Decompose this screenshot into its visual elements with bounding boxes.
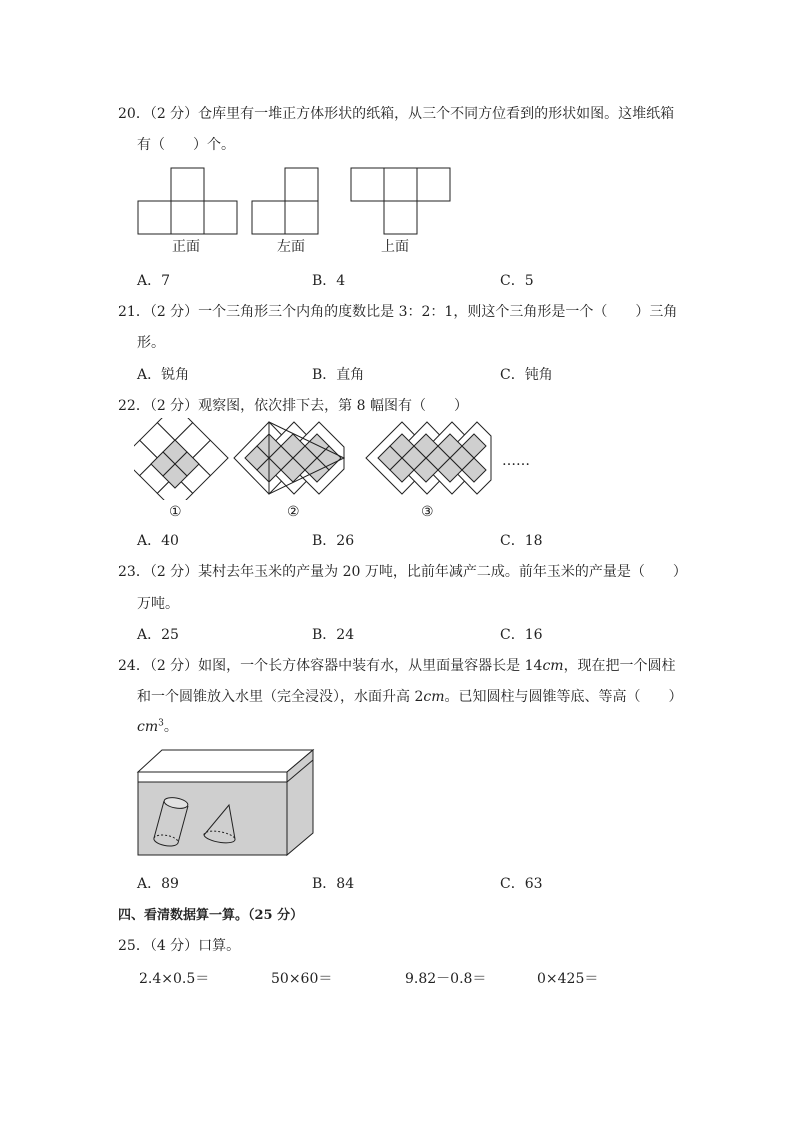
q24-text-1a: 24．（2 分）如图，一个长方体容器中装有水，从里面量容器长是 14 — [118, 658, 543, 674]
q24-text-1b: ，现在把一个圆柱 — [563, 658, 676, 674]
q20-option-c[interactable]: C．5 — [500, 273, 534, 289]
q22-stem-line1: 22．（2 分）观察图，依次排下去，第 8 幅图有（ ） — [118, 398, 468, 414]
q22-option-a[interactable]: A．40 — [137, 533, 179, 549]
q23-option-b[interactable]: B．24 — [312, 627, 355, 643]
q22-pattern-figures — [134, 418, 504, 500]
q24-stem-line2 — [137, 686, 682, 706]
q21-stem-line2: 形。 — [137, 335, 165, 351]
q21-stem-line1: 21．（2 分）一个三角形三个内角的度数比是 3：2：1，则这个三角形是一个（ ）三角 — [118, 304, 678, 320]
q20-caption-left: 左面 — [277, 239, 305, 255]
q23-stem-line1: 23．（2 分）某村去年玉米的产量为 20 万吨，比前年减产二成。前年玉米的产量是（ ） — [118, 564, 687, 580]
q20-left-view — [251, 167, 320, 235]
q22-option-c[interactable]: C．18 — [500, 533, 543, 549]
q24-text-2b: 。已知圆柱与圆锥等底、等高（ ） — [444, 689, 683, 705]
q21-option-a[interactable]: A．锐角 — [137, 367, 190, 383]
q21-option-c[interactable]: C．钝角 — [500, 367, 553, 383]
q25-stem-line1: 25．（4 分）口算。 — [118, 938, 241, 954]
q24-unit-2: cm — [423, 689, 445, 705]
q24-option-a[interactable]: A．89 — [137, 876, 179, 892]
q24-stem-line1 — [118, 655, 676, 675]
q23-stem-line2: 万吨。 — [137, 596, 179, 612]
q20-stem-line1: 20．（2 分）仓库里有一堆正方体形状的纸箱，从三个不同方位看到的形状如图。这堆纸箱 — [118, 106, 675, 122]
q25-item-1: 2.4×0.5＝ — [139, 971, 210, 987]
q20-option-a[interactable]: A．7 — [137, 273, 171, 289]
q20-top-view — [350, 167, 452, 235]
q22-label-1: ① — [169, 504, 182, 520]
section-four-title: 四、看清数据算一算。（25 分） — [118, 908, 304, 923]
q25-item-4: 0×425＝ — [537, 971, 599, 987]
q24-text-3-tail: 。 — [163, 719, 178, 735]
q20-stem-line2: 有（ ）个。 — [137, 137, 235, 153]
q22-option-b[interactable]: B．26 — [312, 533, 355, 549]
q20-front-view — [137, 167, 239, 235]
q21-option-b[interactable]: B．直角 — [312, 367, 365, 383]
q20-caption-top: 上面 — [381, 239, 409, 255]
q20-option-b[interactable]: B．4 — [312, 273, 346, 289]
q24-unit-1: cm — [542, 658, 564, 674]
q24-container-figure — [136, 748, 316, 858]
q25-item-2: 50×60＝ — [271, 971, 333, 987]
q24-unit-3: cm — [137, 719, 159, 735]
q25-item-3: 9.82－0.8＝ — [405, 971, 487, 987]
q22-label-3: ③ — [421, 504, 434, 520]
q22-ellipsis: …… — [502, 453, 530, 469]
q22-label-2: ② — [287, 504, 300, 520]
q24-text-2a: 和一个圆锥放入水里（完全浸没），水面升高 2 — [137, 689, 424, 705]
q24-option-c[interactable]: C．63 — [500, 876, 543, 892]
q24-unit-3-exponent: 3 — [158, 718, 164, 729]
q24-option-b[interactable]: B．84 — [312, 876, 355, 892]
q23-option-a[interactable]: A．25 — [137, 627, 179, 643]
q23-option-c[interactable]: C．16 — [500, 627, 543, 643]
q20-caption-front: 正面 — [172, 239, 200, 255]
q24-stem-line3 — [137, 716, 178, 736]
